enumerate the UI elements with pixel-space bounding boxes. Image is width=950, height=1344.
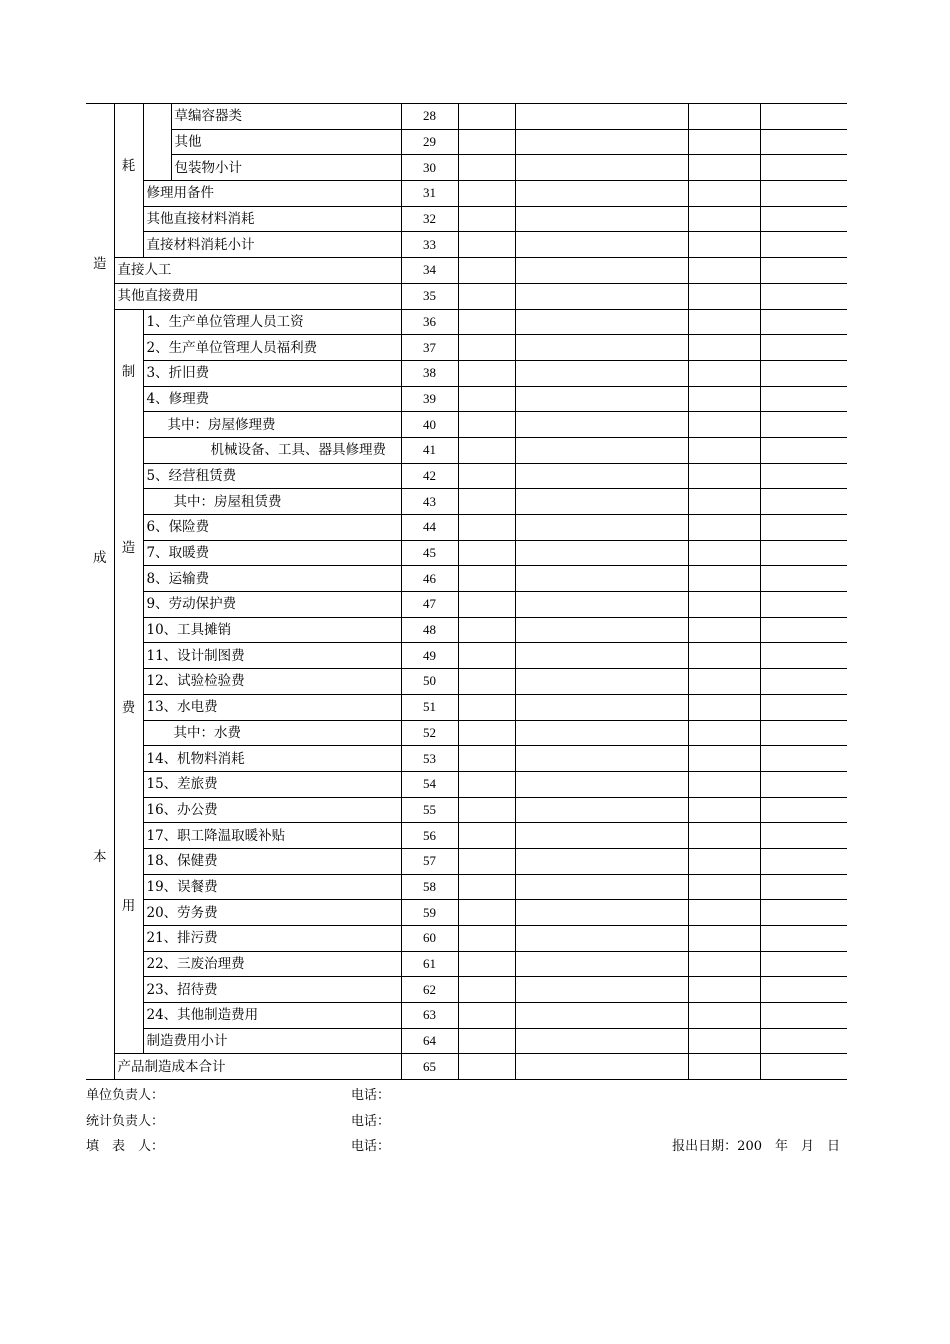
value-cell[interactable]	[760, 412, 847, 438]
value-cell[interactable]	[760, 694, 847, 720]
item-label: 16、办公费	[143, 797, 401, 823]
unit-head-label: 单位负责人：	[86, 1088, 165, 1103]
item-label: 产品制造成本合计	[114, 1054, 401, 1080]
value-cell[interactable]	[458, 412, 515, 438]
table-row	[86, 746, 847, 772]
row-code: 37	[401, 335, 458, 361]
table-row	[86, 489, 847, 515]
table-row	[86, 335, 847, 361]
item-label: 3、折旧费	[143, 360, 401, 386]
table-row	[86, 104, 847, 130]
value-cell[interactable]	[760, 566, 847, 592]
value-cell[interactable]	[515, 694, 688, 720]
item-label: 其他直接材料消耗	[143, 206, 401, 232]
item-label: 19、误餐费	[143, 874, 401, 900]
row-code: 50	[401, 669, 458, 695]
value-cell[interactable]	[515, 926, 688, 952]
manufacturing-side-label-cell	[114, 309, 143, 1054]
value-cell[interactable]	[515, 874, 688, 900]
item-label: 直接材料消耗小计	[143, 232, 401, 258]
value-cell[interactable]	[458, 669, 515, 695]
row-code: 30	[401, 155, 458, 181]
item-label: 其中：房屋修理费	[143, 412, 401, 438]
value-cell[interactable]	[515, 104, 688, 130]
value-cell[interactable]	[760, 515, 847, 541]
table-row	[86, 951, 847, 977]
table-row	[86, 1054, 847, 1080]
value-cell[interactable]	[515, 900, 688, 926]
material-side-label-char: 耗	[121, 158, 136, 174]
table-row	[86, 848, 847, 874]
item-label: 11、设计制图费	[143, 643, 401, 669]
table-row	[86, 797, 847, 823]
value-cell[interactable]	[760, 309, 847, 335]
item-label: 18、保健费	[143, 848, 401, 874]
value-cell[interactable]	[515, 540, 688, 566]
value-cell[interactable]	[458, 1028, 515, 1054]
item-label: 13、水电费	[143, 694, 401, 720]
value-cell[interactable]	[760, 206, 847, 232]
phone-label: 电话：	[351, 1139, 391, 1154]
material-side-label-cell	[114, 104, 143, 258]
value-cell[interactable]	[458, 181, 515, 207]
item-label: 修理用备件	[143, 181, 401, 207]
value-cell[interactable]	[688, 566, 760, 592]
item-label: 17、职工降温取暖补贴	[143, 823, 401, 849]
value-cell[interactable]	[515, 848, 688, 874]
item-label: 其中：水费	[143, 720, 401, 746]
value-cell[interactable]	[760, 155, 847, 181]
value-cell[interactable]	[688, 540, 760, 566]
value-cell[interactable]	[515, 489, 688, 515]
value-cell[interactable]	[760, 1003, 847, 1029]
value-cell[interactable]	[458, 823, 515, 849]
value-cell[interactable]	[515, 823, 688, 849]
value-cell[interactable]	[515, 746, 688, 772]
value-cell[interactable]	[688, 874, 760, 900]
row-code: 34	[401, 258, 458, 284]
value-cell[interactable]	[458, 797, 515, 823]
row-code: 56	[401, 823, 458, 849]
value-cell[interactable]	[688, 515, 760, 541]
value-cell[interactable]	[688, 771, 760, 797]
row-code: 45	[401, 540, 458, 566]
cost-report-table	[86, 103, 847, 1080]
value-cell[interactable]	[515, 720, 688, 746]
value-cell[interactable]	[760, 797, 847, 823]
row-code: 41	[401, 437, 458, 463]
table-row	[86, 181, 847, 207]
signature-footer	[86, 1086, 846, 1163]
row-code: 38	[401, 360, 458, 386]
value-cell[interactable]	[458, 489, 515, 515]
value-cell[interactable]	[760, 437, 847, 463]
row-code: 64	[401, 1028, 458, 1054]
table-row	[86, 386, 847, 412]
value-cell[interactable]	[688, 437, 760, 463]
manufacturing-side-label-char: 造	[121, 539, 136, 556]
table-row	[86, 155, 847, 181]
table-row	[86, 1003, 847, 1029]
value-cell[interactable]	[458, 335, 515, 361]
value-cell[interactable]	[458, 720, 515, 746]
value-cell[interactable]	[760, 771, 847, 797]
table-row	[86, 437, 847, 463]
table-row	[86, 129, 847, 155]
item-label: 23、招待费	[143, 977, 401, 1003]
value-cell[interactable]	[458, 874, 515, 900]
table-row	[86, 771, 847, 797]
table-row	[86, 617, 847, 643]
item-label: 15、差旅费	[143, 771, 401, 797]
value-cell[interactable]	[515, 643, 688, 669]
table-row	[86, 694, 847, 720]
value-cell[interactable]	[458, 437, 515, 463]
value-cell[interactable]	[458, 771, 515, 797]
value-cell[interactable]	[458, 515, 515, 541]
table-row	[86, 874, 847, 900]
value-cell[interactable]	[458, 386, 515, 412]
value-cell[interactable]	[515, 1028, 688, 1054]
table-row	[86, 412, 847, 438]
value-cell[interactable]	[760, 746, 847, 772]
phone-label: 电话：	[351, 1088, 391, 1103]
table-row	[86, 643, 847, 669]
item-label: 14、机物料消耗	[143, 746, 401, 772]
table-row	[86, 309, 847, 335]
value-cell[interactable]	[688, 258, 760, 284]
value-cell[interactable]	[688, 155, 760, 181]
value-cell[interactable]	[515, 463, 688, 489]
value-cell[interactable]	[458, 540, 515, 566]
row-code: 36	[401, 309, 458, 335]
value-cell[interactable]	[688, 900, 760, 926]
item-label: 7、取暖费	[143, 540, 401, 566]
value-cell[interactable]	[515, 592, 688, 618]
table-row	[86, 669, 847, 695]
value-cell[interactable]	[760, 617, 847, 643]
value-cell[interactable]	[688, 283, 760, 309]
value-cell[interactable]	[760, 977, 847, 1003]
value-cell[interactable]	[515, 1003, 688, 1029]
row-code: 46	[401, 566, 458, 592]
value-cell[interactable]	[760, 1054, 847, 1080]
table-row	[86, 900, 847, 926]
table-row	[86, 258, 847, 284]
row-code: 44	[401, 515, 458, 541]
value-cell[interactable]	[760, 463, 847, 489]
value-cell[interactable]	[688, 592, 760, 618]
row-code: 57	[401, 848, 458, 874]
footer-row-unit-head	[86, 1086, 846, 1112]
table-row	[86, 360, 847, 386]
table-row	[86, 232, 847, 258]
report-date-label: 报出日期：200 年 月 日	[672, 1139, 840, 1154]
value-cell[interactable]	[688, 823, 760, 849]
value-cell[interactable]	[760, 848, 847, 874]
preparer-label: 填 表 人：	[86, 1139, 165, 1154]
table-row	[86, 823, 847, 849]
row-code: 29	[401, 129, 458, 155]
value-cell[interactable]	[688, 1054, 760, 1080]
item-label: 4、修理费	[143, 386, 401, 412]
value-cell[interactable]	[458, 155, 515, 181]
row-code: 43	[401, 489, 458, 515]
value-cell[interactable]	[688, 1028, 760, 1054]
value-cell[interactable]	[688, 335, 760, 361]
row-code: 62	[401, 977, 458, 1003]
value-cell[interactable]	[688, 206, 760, 232]
table-row	[86, 515, 847, 541]
value-cell[interactable]	[458, 694, 515, 720]
value-cell[interactable]	[515, 129, 688, 155]
value-cell[interactable]	[760, 232, 847, 258]
value-cell[interactable]	[688, 643, 760, 669]
value-cell[interactable]	[760, 1028, 847, 1054]
row-code: 54	[401, 771, 458, 797]
table-row	[86, 566, 847, 592]
row-code: 51	[401, 694, 458, 720]
value-cell[interactable]	[515, 309, 688, 335]
value-cell[interactable]	[458, 566, 515, 592]
value-cell[interactable]	[458, 360, 515, 386]
value-cell[interactable]	[515, 181, 688, 207]
table-row	[86, 592, 847, 618]
item-label: 10、工具摊销	[143, 617, 401, 643]
value-cell[interactable]	[760, 283, 847, 309]
item-label: 包装物小计	[171, 155, 401, 181]
value-cell[interactable]	[760, 643, 847, 669]
footer-row-preparer	[86, 1137, 846, 1163]
row-code: 53	[401, 746, 458, 772]
row-code: 47	[401, 592, 458, 618]
value-cell[interactable]	[688, 360, 760, 386]
value-cell[interactable]	[458, 463, 515, 489]
value-cell[interactable]	[515, 335, 688, 361]
value-cell[interactable]	[760, 489, 847, 515]
item-label: 5、经营租赁费	[143, 463, 401, 489]
value-cell[interactable]	[688, 412, 760, 438]
value-cell[interactable]	[760, 335, 847, 361]
value-cell[interactable]	[458, 258, 515, 284]
value-cell[interactable]	[515, 617, 688, 643]
value-cell[interactable]	[458, 592, 515, 618]
item-label: 21、排污费	[143, 926, 401, 952]
outer-side-label-char: 造	[93, 256, 107, 272]
value-cell[interactable]	[515, 155, 688, 181]
item-label: 其中：房屋租赁费	[143, 489, 401, 515]
value-cell[interactable]	[688, 232, 760, 258]
item-label: 20、劳务费	[143, 900, 401, 926]
item-label: 制造费用小计	[143, 1028, 401, 1054]
row-code: 32	[401, 206, 458, 232]
table-row	[86, 540, 847, 566]
value-cell[interactable]	[760, 720, 847, 746]
value-cell[interactable]	[458, 926, 515, 952]
value-cell[interactable]	[515, 797, 688, 823]
manufacturing-side-label-char: 费	[121, 699, 136, 716]
footer-row-stats-head	[86, 1112, 846, 1138]
item-label: 机械设备、工具、器具修理费	[143, 437, 401, 463]
value-cell[interactable]	[760, 129, 847, 155]
packaging-group-cell	[143, 104, 171, 181]
row-code: 39	[401, 386, 458, 412]
manufacturing-side-label-char: 制	[121, 363, 136, 380]
value-cell[interactable]	[515, 951, 688, 977]
value-cell[interactable]	[515, 386, 688, 412]
value-cell[interactable]	[688, 926, 760, 952]
value-cell[interactable]	[515, 232, 688, 258]
value-cell[interactable]	[688, 617, 760, 643]
value-cell[interactable]	[515, 669, 688, 695]
row-code: 31	[401, 181, 458, 207]
value-cell[interactable]	[458, 1054, 515, 1080]
row-code: 63	[401, 1003, 458, 1029]
value-cell[interactable]	[688, 797, 760, 823]
table-row	[86, 283, 847, 309]
row-code: 58	[401, 874, 458, 900]
item-label: 12、试验检验费	[143, 669, 401, 695]
item-label: 草编容器类	[171, 104, 401, 130]
value-cell[interactable]	[760, 926, 847, 952]
row-code: 52	[401, 720, 458, 746]
value-cell[interactable]	[515, 437, 688, 463]
phone-label: 电话：	[351, 1113, 391, 1129]
value-cell[interactable]	[760, 874, 847, 900]
row-code: 48	[401, 617, 458, 643]
value-cell[interactable]	[458, 206, 515, 232]
item-label: 其他	[171, 129, 401, 155]
value-cell[interactable]	[760, 592, 847, 618]
value-cell[interactable]	[515, 1054, 688, 1080]
row-code: 35	[401, 283, 458, 309]
value-cell[interactable]	[515, 771, 688, 797]
value-cell[interactable]	[515, 258, 688, 284]
value-cell[interactable]	[688, 489, 760, 515]
value-cell[interactable]	[458, 617, 515, 643]
outer-side-label-char: 本	[93, 849, 107, 865]
value-cell[interactable]	[760, 360, 847, 386]
value-cell[interactable]	[688, 1003, 760, 1029]
value-cell[interactable]	[688, 669, 760, 695]
value-cell[interactable]	[458, 848, 515, 874]
item-label: 22、三废治理费	[143, 951, 401, 977]
value-cell[interactable]	[458, 900, 515, 926]
manufacturing-side-label-char: 用	[121, 897, 136, 914]
value-cell[interactable]	[458, 309, 515, 335]
row-code: 49	[401, 643, 458, 669]
row-code: 60	[401, 926, 458, 952]
value-cell[interactable]	[760, 104, 847, 130]
stats-head-label: 统计负责人：	[86, 1113, 165, 1129]
value-cell[interactable]	[688, 848, 760, 874]
item-label: 8、运输费	[143, 566, 401, 592]
value-cell[interactable]	[760, 181, 847, 207]
value-cell[interactable]	[458, 746, 515, 772]
row-code: 40	[401, 412, 458, 438]
table-row	[86, 977, 847, 1003]
value-cell[interactable]	[688, 746, 760, 772]
value-cell[interactable]	[458, 643, 515, 669]
row-code: 61	[401, 951, 458, 977]
item-label: 6、保险费	[143, 515, 401, 541]
value-cell[interactable]	[458, 232, 515, 258]
value-cell[interactable]	[515, 515, 688, 541]
value-cell[interactable]	[688, 951, 760, 977]
row-code: 55	[401, 797, 458, 823]
value-cell[interactable]	[458, 977, 515, 1003]
value-cell[interactable]	[688, 720, 760, 746]
table-row	[86, 720, 847, 746]
table-row	[86, 463, 847, 489]
value-cell[interactable]	[760, 669, 847, 695]
value-cell[interactable]	[688, 463, 760, 489]
value-cell[interactable]	[760, 900, 847, 926]
value-cell[interactable]	[515, 977, 688, 1003]
outer-side-label-char: 成	[93, 550, 107, 566]
item-label: 其他直接费用	[114, 283, 401, 309]
item-label: 直接人工	[114, 258, 401, 284]
value-cell[interactable]	[760, 540, 847, 566]
item-label: 1、生产单位管理人员工资	[143, 309, 401, 335]
item-label: 9、劳动保护费	[143, 592, 401, 618]
value-cell[interactable]	[458, 104, 515, 130]
row-code: 33	[401, 232, 458, 258]
row-code: 59	[401, 900, 458, 926]
value-cell[interactable]	[458, 129, 515, 155]
item-label: 2、生产单位管理人员福利费	[143, 335, 401, 361]
value-cell[interactable]	[458, 283, 515, 309]
value-cell[interactable]	[458, 1003, 515, 1029]
value-cell[interactable]	[688, 386, 760, 412]
value-cell[interactable]	[760, 386, 847, 412]
row-code: 42	[401, 463, 458, 489]
value-cell[interactable]	[515, 412, 688, 438]
value-cell[interactable]	[760, 823, 847, 849]
value-cell[interactable]	[760, 951, 847, 977]
table-row	[86, 1028, 847, 1054]
value-cell[interactable]	[515, 566, 688, 592]
value-cell[interactable]	[688, 181, 760, 207]
value-cell[interactable]	[515, 283, 688, 309]
item-label: 24、其他制造费用	[143, 1003, 401, 1029]
value-cell[interactable]	[688, 129, 760, 155]
outer-side-label-cell	[86, 104, 114, 1080]
table-row	[86, 206, 847, 232]
value-cell[interactable]	[688, 977, 760, 1003]
row-code: 28	[401, 104, 458, 130]
value-cell[interactable]	[458, 951, 515, 977]
value-cell[interactable]	[688, 694, 760, 720]
value-cell[interactable]	[688, 104, 760, 130]
value-cell[interactable]	[688, 309, 760, 335]
value-cell[interactable]	[760, 258, 847, 284]
row-code: 65	[401, 1054, 458, 1080]
value-cell[interactable]	[515, 206, 688, 232]
value-cell[interactable]	[515, 360, 688, 386]
table-row	[86, 926, 847, 952]
